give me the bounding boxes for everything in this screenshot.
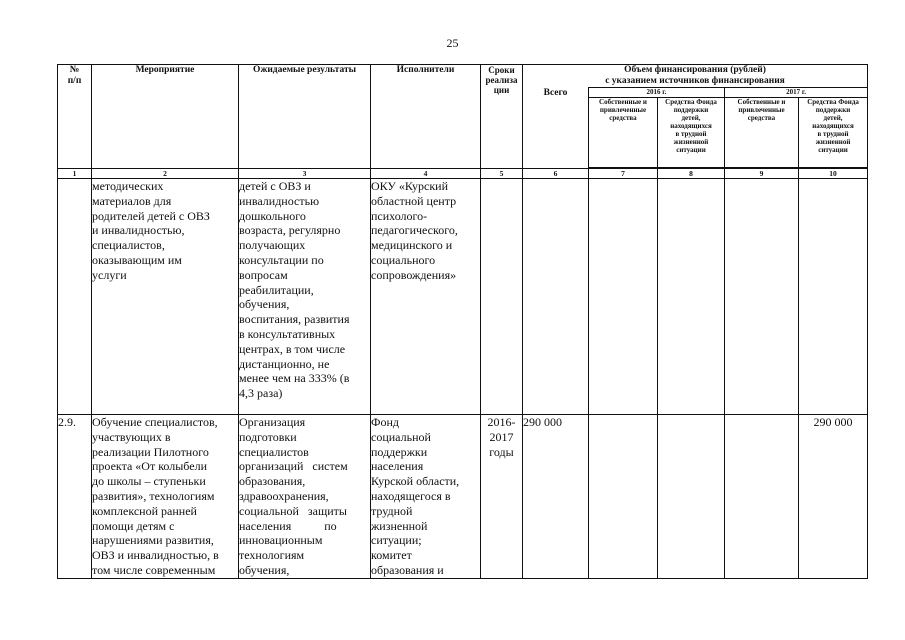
column-index: 3 bbox=[239, 169, 371, 179]
header-results: Ожидаемые результаты bbox=[239, 65, 371, 169]
total-cell bbox=[523, 179, 589, 415]
header-year-2017: 2017 г. bbox=[725, 88, 868, 98]
table-row bbox=[58, 415, 868, 579]
header-fund-means-2016: Средства Фонда поддержки детей, находящихся в трудной жизненной ситуации bbox=[658, 98, 725, 168]
terms-cell: 2016- 2017 годы bbox=[481, 415, 523, 579]
column-index: 2 bbox=[92, 169, 239, 179]
activity-cell: методических материалов для родителей детей с ОВЗ и инвалидностью, специалистов, оказывающим им услуги bbox=[92, 179, 239, 415]
column-index: 6 bbox=[523, 169, 589, 179]
results-cell: Организация подготовки специалистов организаций систем образования, здравоохранения, социальной защиты населения по инновационным технологиям обучения, bbox=[239, 415, 371, 579]
column-index: 1 bbox=[58, 169, 92, 179]
header-own-funds-2016: Собственные и привлеченные средства bbox=[589, 98, 658, 168]
row-number bbox=[58, 179, 92, 415]
header-number: № п/п bbox=[58, 65, 92, 169]
header-fund-means-2017: Средства Фонда поддержки детей, находящихся в трудной жизненной ситуации bbox=[799, 98, 868, 168]
fund-means-2017-cell bbox=[799, 179, 868, 415]
column-index: 10 bbox=[799, 169, 868, 179]
header-year-2016: 2016 г. bbox=[589, 88, 725, 98]
header-executors: Исполнители bbox=[371, 65, 481, 169]
header-terms: Сроки реализа ции bbox=[481, 65, 523, 169]
column-index: 9 bbox=[725, 169, 799, 179]
own-funds-2017-cell bbox=[725, 415, 799, 579]
own-funds-2016-cell bbox=[589, 415, 658, 579]
fund-means-2016-cell bbox=[658, 415, 725, 579]
results-cell: детей с ОВЗ и инвалидностью дошкольного возраста, регулярно получающих консультации по вопросам реабилитации, обучения, воспитания, развития в консультативных центрах, в том числе дистанционно, не менее чем на 333% (в 4,3 раза) bbox=[239, 179, 371, 415]
fund-means-2016-cell bbox=[658, 179, 725, 415]
header-activity: Мероприятие bbox=[92, 65, 239, 169]
executors-cell: Фонд социальной поддержки населения Курской области, находящегося в трудной жизненной ситуации; комитет образования и bbox=[371, 415, 481, 579]
table-row bbox=[58, 179, 868, 415]
column-index: 4 bbox=[371, 169, 481, 179]
activity-cell: Обучение специалистов, участвующих в реализации Пилотного проекта «От колыбели до школы – ступеньки развития», технологиям комплексной ранней помощи детям с нарушениями развития, ОВЗ и инвалидностью, в том числе современным bbox=[92, 415, 239, 579]
terms-cell bbox=[481, 179, 523, 415]
column-index: 8 bbox=[658, 169, 725, 179]
page-number: 25 bbox=[446, 36, 459, 50]
header-funding: Объем финансирования (рублей) с указанием источников финансирования bbox=[523, 65, 868, 88]
row-number: 2.9. bbox=[58, 415, 92, 579]
total-cell: 290 000 bbox=[523, 415, 589, 579]
own-funds-2016-cell bbox=[589, 179, 658, 415]
column-index-row bbox=[58, 169, 868, 179]
executors-cell: ОКУ «Курский областной центр психолого- педагогического, медицинского и социального сопровождения» bbox=[371, 179, 481, 415]
action-plan-table bbox=[57, 64, 868, 579]
column-index: 7 bbox=[589, 169, 658, 179]
header-own-funds-2017: Собственные и привлеченные средства bbox=[725, 98, 799, 168]
header-total: Всего bbox=[523, 88, 589, 169]
fund-means-2017-cell: 290 000 bbox=[799, 415, 868, 579]
own-funds-2017-cell bbox=[725, 179, 799, 415]
column-index: 5 bbox=[481, 169, 523, 179]
